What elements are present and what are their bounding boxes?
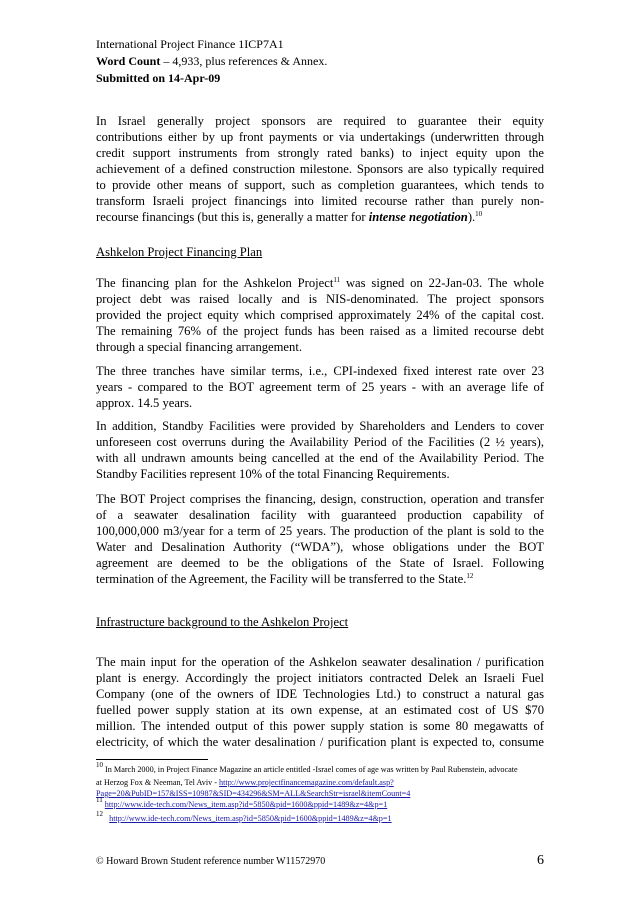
footnote-ref: 10 — [475, 210, 483, 218]
document-header — [96, 36, 327, 87]
footnote-link[interactable]: Page=20&PubID=157&ISS=10987&SID=434296&SM=ALL&SearchStr=israel&itemCount=4 — [96, 789, 411, 798]
footnote-11: $^{11}$ http://www.ide-tech.com/News_item.asp?id=5850&pid=1600&ppid=1489&z=4&p=1 — [96, 796, 388, 809]
paragraph-bot: The BOT Project comprises the financing, design, construction, operation and transfer of a seawater desalination facility with guaranteed production capability of 100,000,000 m3/year for a term of 25 years. The production of the plant is sold to the Water and Desalination Authority (“WDA”), whose obligations under the BOT agreement are deemed to be the obligations of the State of Israel. Following termination of the Agreement, the Facility will be transferred to the State.$^{12}$ — [96, 492, 544, 586]
footnote-link[interactable]: http://www.ide-tech.com/News_item.asp?id=5850&pid=1600&ppid=1489&z=4&p=1 — [109, 814, 392, 823]
footnote-divider — [96, 759, 208, 760]
emphasis-text: intense negotiation — [368, 210, 468, 224]
section-heading-infrastructure: Infrastructure background to the Ashkelon Project — [96, 615, 349, 629]
paragraph-standby: In addition, Standby Facilities were provided by Shareholders and Lenders to cover unforeseen cost overruns during the Availability Period of the Facilities (2 ½ years), with all undrawn amounts being cancelled at the end of the Availability Period. The Standby Facilities represent 10% of the total Financing Requirements. — [96, 419, 544, 481]
footnote-link[interactable]: http://www.ide-tech.com/News_item.asp?id=5850&pid=1600&ppid=1489&z=4&p=1 — [104, 800, 388, 809]
page-number: 6 — [537, 853, 544, 868]
footnote-ref: 11 — [333, 276, 341, 284]
paragraph-infrastructure: The main input for the operation of the Ashkelon seawater desalination / purification plant is energy. Accordingly the project initiators contracted Delek an Israeli Fuel Company (one of the owners of IDE Technologies Ltd.) to construct a natural gas fuelled power supply station at its own expense, at an estimated cost of US $70 million. The intended output of this power supply station is some 80 megawatts of electricity, of which the water desalination / purification plant is expected to, consume — [96, 655, 544, 749]
paragraph-financing-plan: The financing plan for the Ashkelon Project$^{11}$ was signed on 22-Jan-03. The whole project debt was raised locally and is NIS-denominated. The project sponsors provided the project equity which comprised approximately 24% of the capital cost. The remaining 76% of the project funds has been raised as a limited recourse debt through a special financing arrangement. — [96, 276, 544, 354]
footnote-12: $^{12}$ http://www.ide-tech.com/News_item.asp?id=5850&pid=1600&ppid=1489&z=4&p=1 — [96, 810, 392, 823]
submission-date: Submitted on 14-Apr-09 — [96, 71, 221, 85]
paragraph-equity: In Israel generally project sponsors are required to guarantee their equity contributions either by up front payments or via undertakings (underwritten through credit support instruments from strongly rated banks) to inject equity upon the achievement of a defined construction milestone. Sponsors are also typically required to provide other means of support, such as completion guarantees, which tends to transform Israeli project financings into limited recourse rather than purely non- recourse financings (but this is, generally a matter for intense negotiation).$^{10}$ — [96, 114, 544, 224]
paragraph-tranches: The three tranches have similar terms, i.e., CPI-indexed fixed interest rate over 23 years - compared to the BOT agreement term of 25 years - with an average life of approx. 14.5 years. — [96, 364, 544, 410]
footnote-10: $^{10}$ In March 2000, in Project Finance Magazine an article entitled -Israel comes of age was written by Paul Rubenstein, advocate — [96, 761, 518, 774]
footnote-ref: 12 — [466, 572, 474, 580]
word-count-label: Word Count — [96, 54, 161, 68]
copyright-notice: © Howard Brown Student reference number W11572970 — [96, 856, 326, 867]
section-heading-financing-plan: Ashkelon Project Financing Plan — [96, 245, 263, 259]
word-count-value: – 4,933, plus references & Annex. — [160, 54, 328, 68]
word-count — [96, 53, 327, 70]
footnote-10-line2: at Herzog Fox & Neeman, Tel Aviv - http://www.projectfinancemagazine.com/default.asp? — [96, 778, 394, 787]
footnote-10-line3 — [96, 788, 410, 799]
footnote-link[interactable]: http://www.projectfinancemagazine.com/default.asp? — [219, 778, 394, 787]
page-footer — [96, 853, 544, 868]
course-title: International Project Finance 1ICP7A1 — [96, 37, 284, 51]
